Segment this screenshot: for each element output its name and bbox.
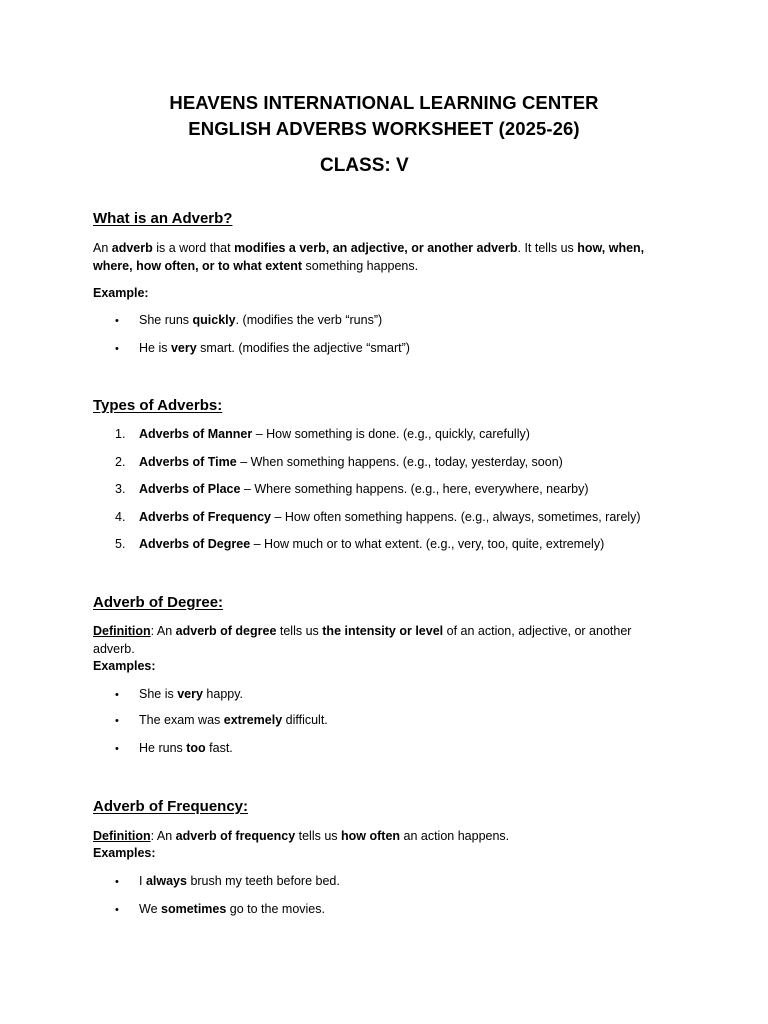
bullet-icon: • — [115, 343, 119, 355]
degree-definition-paragraph: Definition: An adverb of degree tells us the intensity or level of an action, adjective, or another adverb. — [93, 624, 632, 656]
bullet-icon: • — [115, 904, 119, 916]
section-heading-types: Types of Adverbs: — [93, 397, 223, 414]
list-item: 3. Adverbs of Place – Where something happens. (e.g., here, everywhere, nearby) — [115, 482, 589, 496]
list-item: 4. Adverbs of Frequency – How often something happens. (e.g., always, sometimes, rarely) — [115, 510, 641, 524]
example-label: Example: — [93, 286, 149, 300]
class-label: CLASS: V — [320, 155, 409, 176]
list-item: 2. Adverbs of Time – When something happens. (e.g., today, yesterday, soon) — [115, 455, 563, 469]
bullet-icon: • — [115, 689, 119, 701]
list-item: 5. Adverbs of Degree – How much or to what extent. (e.g., very, too, quite, extremely) — [115, 537, 605, 551]
examples-label: Examples: — [93, 846, 156, 860]
frequency-definition-paragraph: Definition: An adverb of frequency tells us how often an action happens. — [93, 829, 510, 843]
list-item: • He is very smart. (modifies the adjective “smart”) — [115, 340, 410, 358]
bullet-icon: • — [115, 315, 119, 327]
bullet-icon: • — [115, 715, 119, 727]
section-heading-degree: Adverb of Degree: — [93, 594, 224, 611]
list-item: • He runs too fast. — [115, 740, 233, 758]
list-item: 1. Adverbs of Manner – How something is done. (e.g., quickly, carefully) — [115, 427, 530, 441]
list-item: • She is very happy. — [115, 686, 243, 704]
bullet-icon: • — [115, 743, 119, 755]
school-name: HEAVENS INTERNATIONAL LEARNING CENTER — [169, 92, 599, 113]
list-item: • I always brush my teeth before bed. — [115, 873, 340, 891]
list-item: • She runs quickly. (modifies the verb “runs”) — [115, 312, 382, 330]
list-item: • The exam was extremely difficult. — [115, 712, 328, 730]
bullet-icon: • — [115, 876, 119, 888]
section-heading-frequency: Adverb of Frequency: — [93, 798, 249, 815]
worksheet-title: ENGLISH ADVERBS WORKSHEET (2025-26) — [188, 118, 580, 139]
list-item: • We sometimes go to the movies. — [115, 901, 325, 919]
section-heading-what-is-adverb: What is an Adverb? — [93, 210, 233, 227]
adverb-definition-paragraph: An adverb is a word that modifies a verb, an adjective, or another adverb. It tells us how, when, where, how often, or to what extent something happens. — [93, 241, 645, 273]
examples-label: Examples: — [93, 659, 156, 673]
